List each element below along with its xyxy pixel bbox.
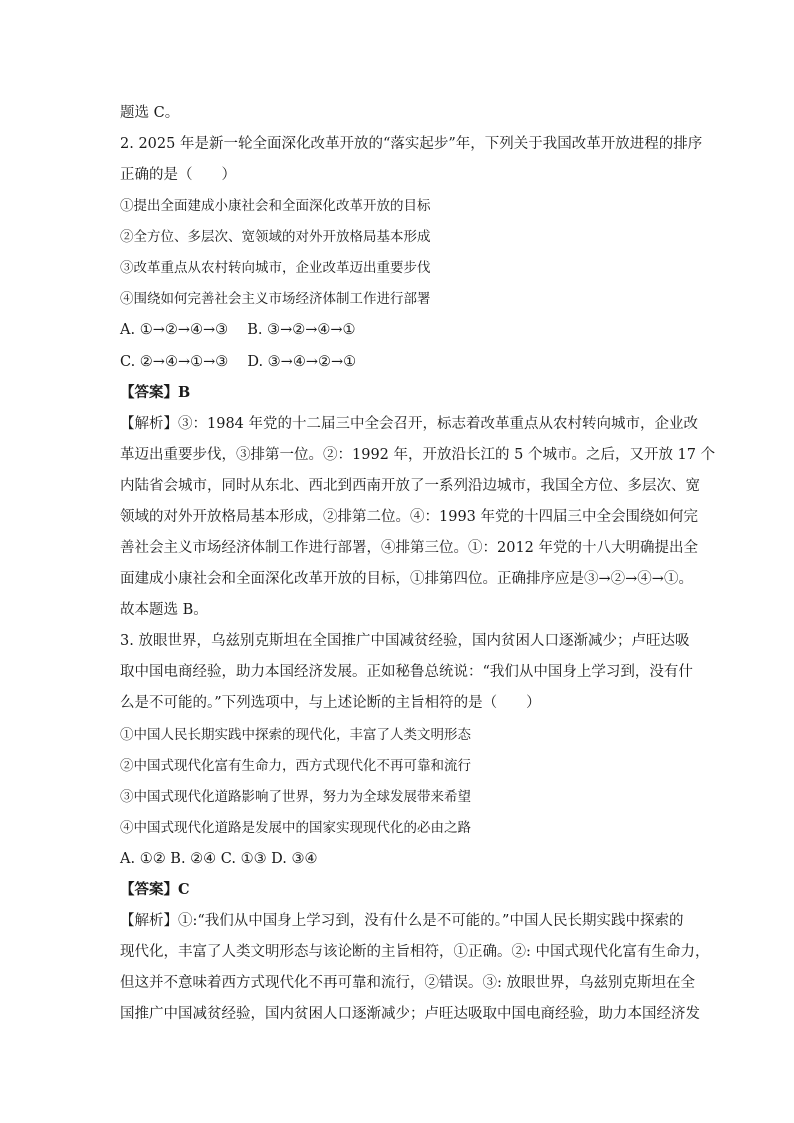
question-3-item-3: ③中国式现代化道路影响了世界，努力为全球发展带来希望	[120, 789, 471, 805]
question-2-stem-cont: 正确的是（ ）	[120, 167, 236, 183]
question-3-item-1: ①中国人民长期实践中探索的现代化，丰富了人类文明形态	[120, 727, 471, 743]
question-3-stem-cont: 取中国电商经验，助力本国经济发展。正如秘鲁总统说：“我们从中国身上学习到，没有什	[120, 664, 693, 680]
question-3-analysis-cont: 现代化，丰富了人类文明形态与该论断的主旨相符，①正确。②: 中国式现代化富有生命力，	[120, 944, 710, 960]
question-2-analysis-cont: 革迈出重要步伐，③排第一位。②：1992 年，开放沿长江的 5 个城市。之后，又开放 17 个	[120, 447, 716, 463]
question-3-analysis-cont: 国推广中国减贫经验，国内贫困人口逐渐减少；卢旺达吸取中国电商经验，助力本国经济发	[120, 1006, 700, 1022]
question-2-options-cd: C. ②→④→①→③ D. ③→④→②→①	[120, 354, 357, 370]
question-3-item-4: ④中国式现代化道路是发展中的国家实现现代化的必由之路	[120, 820, 471, 836]
question-3-answer: 【答案】C	[120, 881, 190, 898]
question-2-item-4: ④围绕如何完善社会主义市场经济体制工作进行部署	[120, 291, 431, 307]
question-3-stem-cont: 么是不可能的。”下列选项中，与上述论断的主旨相符的是（ ）	[120, 695, 541, 711]
question-3-item-2: ②中国式现代化富有生命力，西方式现代化不再可靠和流行	[120, 758, 471, 774]
question-2-options-ab: A. ①→②→④→③ B. ③→②→④→①	[120, 322, 356, 338]
question-2-analysis-cont: 领域的对外开放格局基本形成，②排第二位。④：1993 年党的十四届三中全会围绕如何完	[120, 509, 699, 525]
question-2-analysis-cont: 内陆省会城市，同时从东北、西北到西南开放了一系列沿边城市，我国全方位、多层次、宽	[120, 478, 700, 494]
question-2-analysis-cont: 面建成小康社会和全面深化改革开放的目标，①排第四位。正确排序应是③→②→④→①。	[120, 571, 693, 587]
question-2-analysis-end: 故本题选 B。	[120, 602, 208, 618]
question-3-analysis-cont: 但这并不意味着西方式现代化不再可靠和流行，②错误。③: 放眼世界，乌兹别克斯坦在全	[120, 975, 695, 991]
question-2-analysis: 【解析】③：1984 年党的十二届三中全会召开，标志着改革重点从农村转向城市，企业改	[120, 416, 699, 432]
question-2-item-1: ①提出全面建成小康社会和全面深化改革开放的目标	[120, 198, 431, 214]
question-3-analysis: 【解析】①:“我们从中国身上学习到，没有什么是不可能的。”中国人民长期实践中探索的	[120, 913, 684, 929]
question-2-item-2: ②全方位、多层次、宽领域的对外开放格局基本形成	[120, 229, 431, 245]
question-3-options: A. ①② B. ②④ C. ①③ D. ③④	[120, 851, 318, 867]
question-3-stem: 3. 放眼世界，乌兹别克斯坦在全国推广中国减贫经验，国内贫困人口逐渐减少；卢旺达吸	[120, 633, 690, 649]
question-2-stem: 2. 2025 年是新一轮全面深化改革开放的“落实起步”年，下列关于我国改革开放进程的排序	[120, 136, 703, 152]
question-2-analysis-cont: 善社会主义市场经济体制工作进行部署，④排第三位。①：2012 年党的十八大明确提出全	[120, 540, 699, 556]
text-line: 题选 C。	[120, 105, 180, 121]
question-2-item-3: ③改革重点从农村转向城市，企业改革迈出重要步伐	[120, 260, 431, 276]
question-2-answer: 【答案】B	[120, 384, 191, 401]
